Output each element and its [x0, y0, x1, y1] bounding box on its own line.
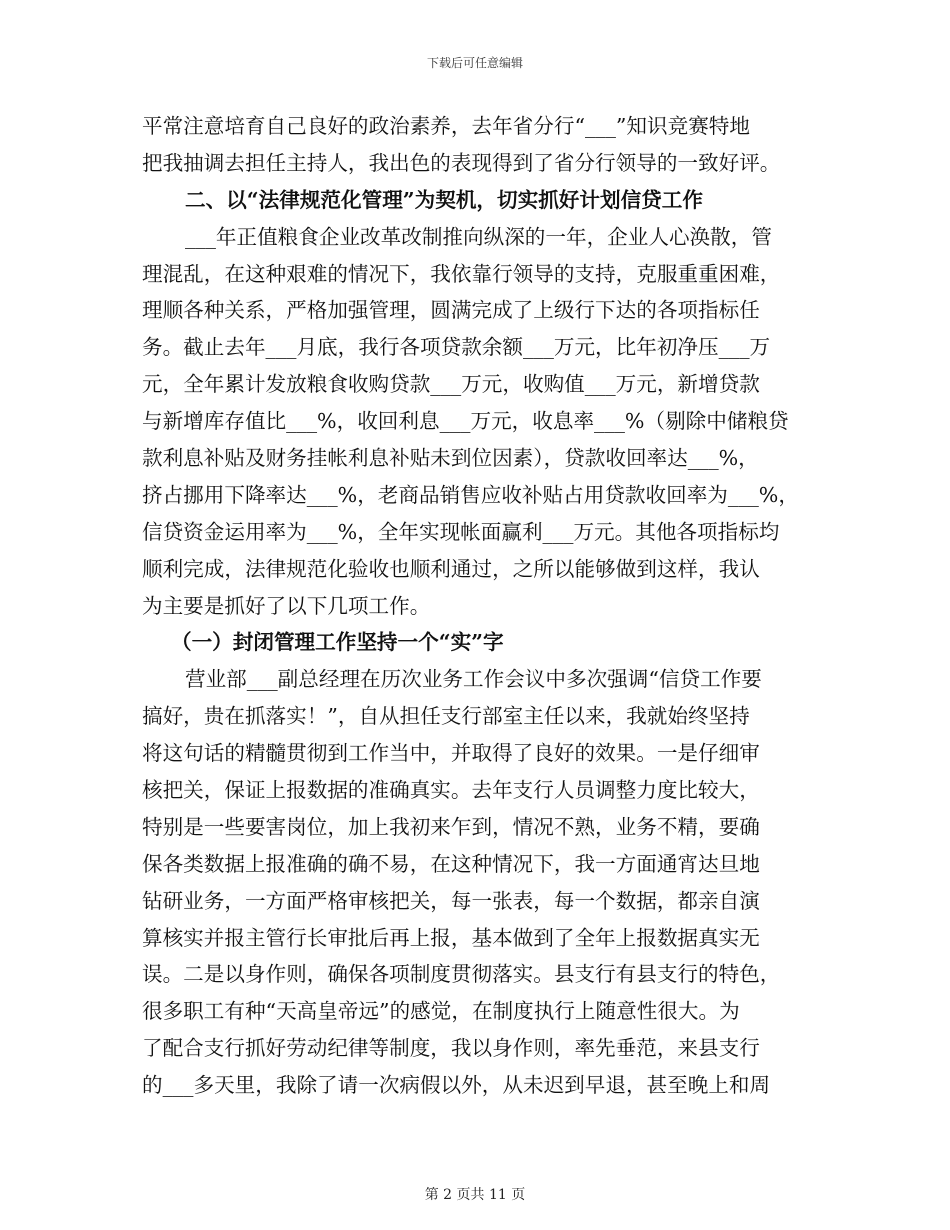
text-line: 钻研业务，一方面严格审核把关，每一张表，每一个数据，都亲自演	[142, 888, 760, 913]
text-line: 为主要是抓好了以下几项工作。	[142, 593, 431, 618]
text-line: 了配合支行抓好劳动纪律等制度，我以身作则，率先垂范，来县支行	[142, 1036, 760, 1061]
text-line: 理混乱，在这种艰难的情况下，我依靠行领导的支持，克服重重困难，	[142, 261, 781, 286]
text-line: 搞好，贵在抓落实！”，自从担任支行部室主任以来，我就始终坚持	[142, 704, 750, 729]
text-line: 的___多天里，我除了请一次病假以外，从未迟到早退，甚至晚上和周	[142, 1073, 771, 1098]
text-line: 顺利完成，法律规范化验收也顺利通过，之所以能够做到这样，我认	[142, 556, 760, 581]
page-header: 下载后可任意编辑	[426, 56, 523, 70]
text-line: 挤占挪用下降率达___%，老商品销售应收补贴占用贷款收回率为___%，	[142, 482, 799, 507]
document-body	[142, 108, 810, 1104]
paragraph-first-line: ___年正值粮食企业改革改制推向纵深的一年，企业人心涣散，管	[185, 224, 772, 249]
paragraph-first-line: 营业部___副总经理在历次业务工作会议中多次强调“信贷工作要	[185, 667, 762, 692]
text-line: 把我抽调去担任主持人，我出色的表现得到了省分行领导的一致好评。	[142, 150, 781, 175]
text-line: 款利息补贴及财务挂帐利息补贴未到位因素），贷款收回率达___%，	[142, 446, 759, 471]
text-line: 很多职工有种“天高皇帝远”的感觉，在制度执行上随意性很大。为	[142, 999, 740, 1024]
text-line: 平常注意培育自己良好的政治素养，去年省分行“___”知识竞赛特地	[142, 114, 750, 138]
page-footer: 第 2 页共 11 页	[424, 1187, 526, 1203]
text-line: 算核实并报主管行长审批后再上报，基本做到了全年上报数据真实无	[142, 925, 760, 950]
text-line: 误。二是以身作则，确保各项制度贯彻落实。县支行有县支行的特色，	[142, 962, 781, 987]
text-line: 理顺各种关系，严格加强管理，圆满完成了上级行下达的各项指标任	[142, 298, 760, 323]
text-line: 与新增库存值比___%，收回利息___万元，收息率___%（剔除中储粮贷	[142, 409, 789, 434]
subsection-heading: （一）封闭管理工作坚持一个“实”字	[171, 630, 504, 655]
text-line: 核把关，保证上报数据的准确真实。去年支行人员调整力度比较大，	[142, 778, 760, 803]
text-line: 保各类数据上报准确的确不易，在这种情况下，我一方面通宵达旦地	[142, 851, 760, 876]
text-line: 特别是一些要害岗位，加上我初来乍到，情况不熟，业务不精，要确	[142, 814, 760, 839]
text-line: 信贷资金运用率为___%，全年实现帐面赢利___万元。其他各项指标均	[142, 519, 780, 544]
section-heading: 二、以“法律规范化管理”为契机，切实抓好计划信贷工作	[185, 187, 703, 212]
text-line: 将这句话的精髓贯彻到工作当中，并取得了良好的效果。一是仔细审	[142, 741, 760, 766]
text-line: 元，全年累计发放粮食收购贷款___万元，收购值___万元，新增贷款	[142, 372, 760, 397]
text-line: 务。截止去年___月底，我行各项贷款余额___万元，比年初净压___万	[142, 335, 771, 360]
